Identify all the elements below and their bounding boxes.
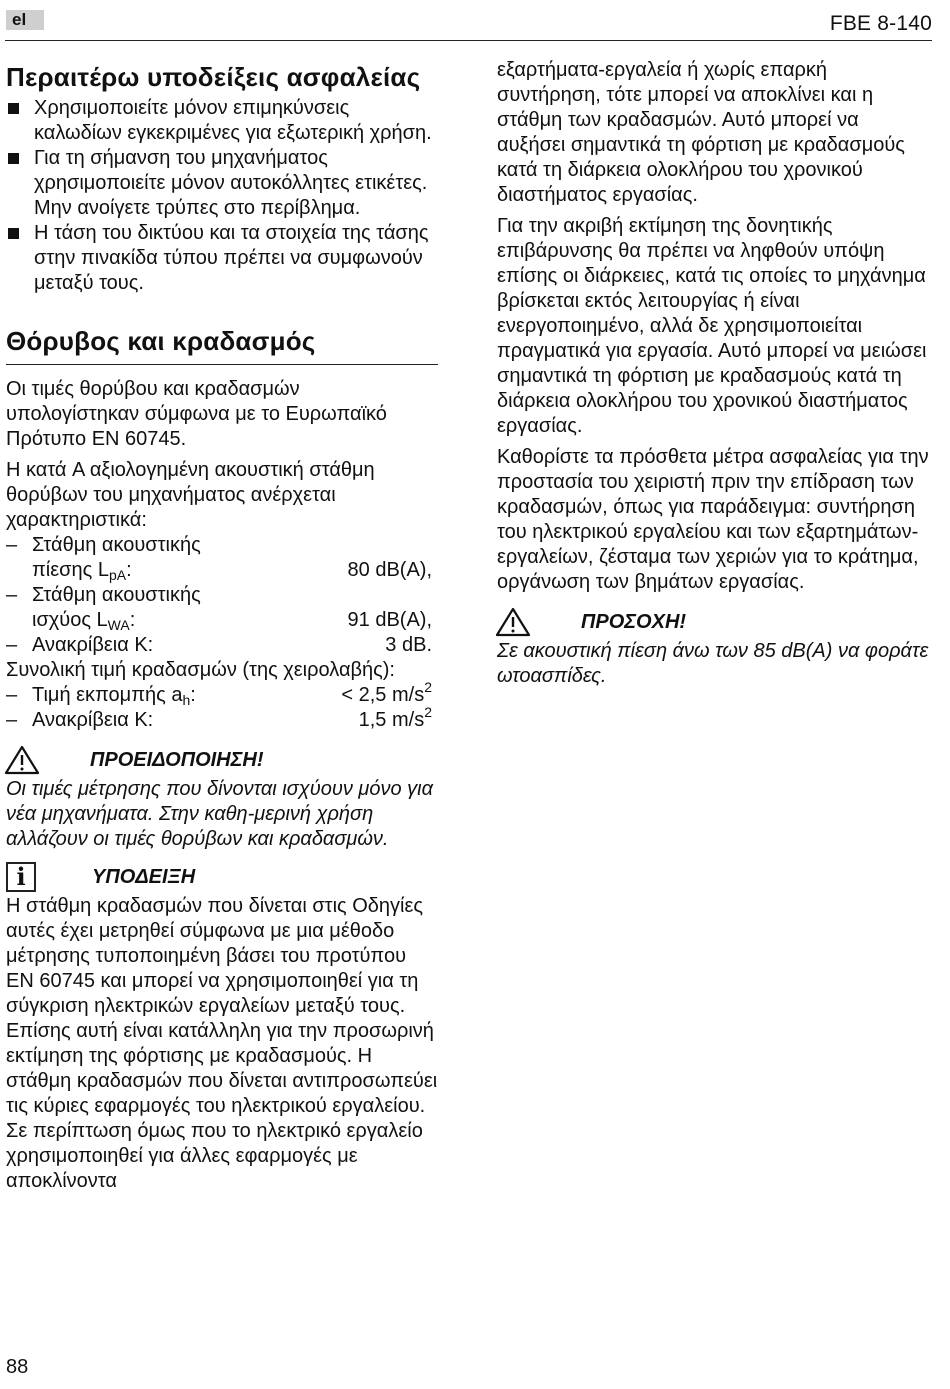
safety-heading: Περαιτέρω υποδείξεις ασφαλείας: [6, 62, 421, 92]
noise-heading: Θόρυβος και κραδασμός: [6, 326, 316, 356]
caution-title: ΠΡΟΣΟΧΗ!: [581, 610, 687, 633]
caution-header: [497, 605, 932, 639]
model-name: FBE 8-140: [829, 12, 932, 35]
note-title: ΥΠΟΔΕΙΞΗ: [92, 865, 196, 888]
right-para-2: Για την ακριβή εκτίμηση της δονητικής επιβάρυνσης θα πρέπει να ληφθούν υπόψη επίσης οι διάρκειες, κατά τις οποίες το μηχάνημα βρίσκεται εκτός λειτουργίας ή είναι ενεργοποιημένο, αλλά δε χρησιμοποιείται πραγματικά για εργασία. Αυτό μπορεί να μειώσει σημαντικά τη φόρτιση με κραδασμούς κατά τη διάρκεια ολοκλήρου του χρονικού διαστήματος εργασίας.: [497, 215, 927, 437]
right-column: [497, 58, 932, 689]
warning-triangle-icon: [495, 607, 531, 637]
warning-text: Οι τιμές μέτρησης που δίνονται ισχύουν μόνο για νέα μηχανήματα. Στην καθη-μερινή χρήση αλλάζουν οι τιμές θορύβων και κραδασμών.: [6, 778, 433, 850]
bullet-square-icon: [8, 103, 19, 114]
spec-value: 91 dB(A),: [347, 609, 432, 631]
list-item: Χρησιμοποιείτε μόνον επιμηκύνσεις καλωδίων εγκεκριμένες για εξωτερική χρήση.: [6, 96, 438, 146]
section-rule: [6, 364, 438, 365]
list-item: Για τη σήμανση του μηχανήματος χρησιμοποιείτε μόνον αυτοκόλλητες ετικέτες. Μην ανοίγετε τρύπες στο περίβλημα.: [6, 146, 438, 221]
header-rule: [5, 40, 932, 41]
spec-value: 1,5 $m/s^2$: [358, 704, 432, 731]
spec-emission: – Τιμή εκπομπής $a_h$: < 2,5 $m/s^2$: [6, 679, 432, 708]
caution-text: Σε ακουστική πίεση άνω των 85 dB(A) να φοράτε ωτοασπίδες.: [497, 640, 929, 687]
warning-header: [6, 743, 438, 777]
noise-intro: Οι τιμές θορύβου και κραδασμών υπολογίστηκαν σύμφωνα με το Ευρωπαϊκό Πρότυπο EN 60745.: [6, 378, 387, 450]
note-header: [6, 860, 438, 894]
bullet-square-icon: [8, 228, 19, 239]
warning-title: ΠΡΟΕΙΔΟΠΟΙΗΣΗ!: [90, 748, 264, 771]
vibration-intro: Συνολική τιμή κραδασμών (της χειρολαβής):: [6, 659, 395, 681]
left-column: [6, 58, 438, 1194]
list-item: Η τάση του δικτύου και τα στοιχεία της τάσης στην πινακίδα τύπου πρέπει να συμφωνούν μεταξύ τους.: [6, 221, 438, 296]
spec-value: 80 dB(A),: [347, 559, 432, 581]
spec-uncertainty-vibration: – Ανακρίβεια K: 1,5 $m/s^2$: [6, 704, 432, 731]
warning-triangle-icon: [4, 745, 40, 775]
noise-level-intro: Η κατά A αξιολογημένη ακουστική στάθμη θορύβων του μηχανήματος ανέρχεται χαρακτηριστικά:: [6, 459, 375, 531]
spec-sound-pressure: – Στάθμη ακουστικής πίεσης $L_{pA}$: 80 dB(A),: [6, 534, 432, 583]
right-para-3: Καθορίστε τα πρόσθετα μέτρα ασφαλείας για την προστασία του χειριστή πριν την επίδραση των κραδασμών, όπως για παράδειγμα: συντήρηση του ηλεκτρικού εργαλείου και των εξαρτημάτων-εργαλείων, ζέσταμα των χεριών για το κράτημα, οργάνωση των βημάτων εργασίας.: [497, 446, 929, 593]
language-badge: el: [6, 10, 44, 30]
info-icon: i: [6, 862, 36, 892]
spec-value: 3 dB.: [385, 634, 432, 656]
page-number: 88: [6, 1356, 29, 1378]
bullet-square-icon: [8, 153, 19, 164]
note-text: Η στάθμη κραδασμών που δίνεται στις Οδηγίες αυτές έχει μετρηθεί σύμφωνα με μια μέθοδο μέτρησης τυποποιημένη βάσει του προτύπου EN 60745 και μπορεί να χρησιμοποιηθεί για τη σύγκριση ηλεκτρικών εργαλείων μεταξύ τους. Επίσης αυτή είναι κατάλληλη για την προσωρινή εκτίμηση της φόρτισης με κραδασμούς. Η στάθμη κραδασμών που δίνεται αντιπροσωπεύει τις κύριες εφαρμογές του ηλεκτρικού εργαλείου. Σε περίπτωση όμως που το ηλεκτρικό εργαλείο χρησιμοποιηθεί για άλλες εφαρμογές με αποκλίνοντα: [6, 895, 438, 1192]
spec-uncertainty-noise: – Ανακρίβεια K: 3 dB.: [6, 634, 432, 656]
spec-sound-power: – Στάθμη ακουστικής ισχύος $L_{WA}$: 91 dB(A),: [6, 584, 432, 633]
right-para-1: εξαρτήματα-εργαλεία ή χωρίς επαρκή συντήρηση, τότε μπορεί να αποκλίνει και η στάθμη των κραδασμών. Αυτό μπορεί να αυξήσει σημαντικά τη φόρτιση με κραδασμούς κατά τη διάρκεια ολοκλήρου του χρονικού διαστήματος εργασίας.: [497, 59, 905, 206]
safety-list: [6, 96, 438, 296]
spec-value: < 2,5 $m/s^2$: [341, 679, 432, 706]
